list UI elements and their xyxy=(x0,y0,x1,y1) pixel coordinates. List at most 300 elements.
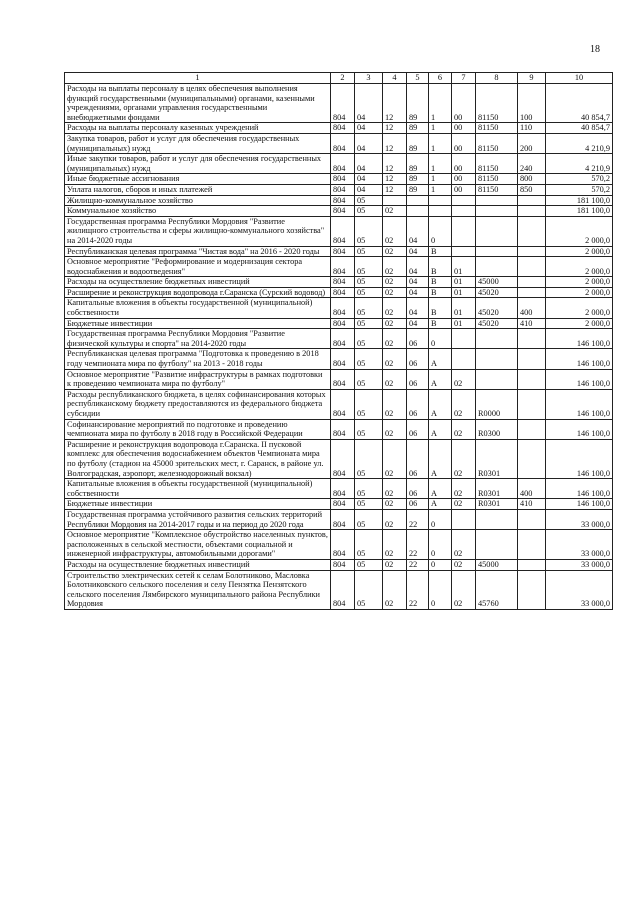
table-row xyxy=(65,277,613,288)
table-row xyxy=(65,530,613,560)
grbs-code: 804 xyxy=(331,84,355,123)
column-header: 6 xyxy=(429,73,452,84)
direction-code: 81150 xyxy=(476,174,518,185)
measure-code: 01 xyxy=(452,287,476,298)
program-code: 06 xyxy=(407,329,429,349)
table-row xyxy=(65,246,613,257)
subprogram-code: 0 xyxy=(429,509,452,529)
measure-code: 01 xyxy=(452,277,476,288)
direction-code: 45020 xyxy=(476,298,518,318)
table-row xyxy=(65,174,613,185)
row-name: Капитальные вложения в объекты государственной (муниципальной) собственности xyxy=(65,479,331,499)
subsection-code: 12 xyxy=(383,174,407,185)
measure-code: 00 xyxy=(452,123,476,134)
grbs-code: 804 xyxy=(331,559,355,570)
subsection-code: 12 xyxy=(383,154,407,174)
row-name: Расходы на выплаты персоналу в целях обеспечения выполнения функций государственными (муниципальными) органами, казенными учреждениями, органами управления государственными внебюджетными фондами xyxy=(65,84,331,123)
row-amount: 570,2 xyxy=(546,184,613,195)
direction-code: R0301 xyxy=(476,479,518,499)
program-code: 22 xyxy=(407,559,429,570)
measure-code xyxy=(452,246,476,257)
subprogram-code: 0 xyxy=(429,216,452,246)
row-name: Иные бюджетные ассигнования xyxy=(65,174,331,185)
row-amount: 2 000,0 xyxy=(546,216,613,246)
row-name: Расширение и реконструкция водопровода г.Саранска (Сурский водовод) xyxy=(65,287,331,298)
row-amount: 146 100,0 xyxy=(546,389,613,419)
expense-type-code xyxy=(518,570,546,609)
measure-code: 02 xyxy=(452,479,476,499)
measure-code: 02 xyxy=(452,530,476,560)
row-name: Расходы на выплаты персоналу казенных учреждений xyxy=(65,123,331,134)
direction-code: 45020 xyxy=(476,318,518,329)
row-amount: 2 000,0 xyxy=(546,257,613,277)
subprogram-code: 0 xyxy=(429,570,452,609)
expense-type-code xyxy=(518,246,546,257)
subsection-code: 02 xyxy=(383,318,407,329)
direction-code: 45760 xyxy=(476,570,518,609)
grbs-code: 804 xyxy=(331,216,355,246)
column-header: 7 xyxy=(452,73,476,84)
subsection-code: 02 xyxy=(383,277,407,288)
grbs-code: 804 xyxy=(331,287,355,298)
subsection-code: 02 xyxy=(383,419,407,439)
table-row xyxy=(65,133,613,153)
measure-code: 02 xyxy=(452,419,476,439)
expense-type-code xyxy=(518,530,546,560)
program-code: 04 xyxy=(407,318,429,329)
row-name: Основное мероприятие "Комплексное обустройство населенных пунктов, расположенных в сельской местности, объектами социальной и инженерной инфраструктуры, автомобильными дорогами" xyxy=(65,530,331,560)
direction-code: 45000 xyxy=(476,559,518,570)
column-header: 4 xyxy=(383,73,407,84)
subprogram-code: А xyxy=(429,499,452,510)
program-code xyxy=(407,195,429,206)
measure-code: 01 xyxy=(452,318,476,329)
expense-type-code: 110 xyxy=(518,123,546,134)
table-row xyxy=(65,329,613,349)
row-name: Бюджетные инвестиции xyxy=(65,499,331,510)
direction-code xyxy=(476,195,518,206)
subsection-code: 02 xyxy=(383,216,407,246)
program-code: 06 xyxy=(407,349,429,369)
subprogram-code: В xyxy=(429,277,452,288)
measure-code: 00 xyxy=(452,174,476,185)
subprogram-code: В xyxy=(429,318,452,329)
row-name: Республиканская целевая программа "Чистая вода" на 2016 - 2020 годы xyxy=(65,246,331,257)
subprogram-code: 0 xyxy=(429,329,452,349)
subprogram-code: 1 xyxy=(429,174,452,185)
subprogram-code: 1 xyxy=(429,133,452,153)
measure-code xyxy=(452,195,476,206)
row-name: Бюджетные инвестиции xyxy=(65,318,331,329)
expense-type-code xyxy=(518,419,546,439)
subprogram-code: 0 xyxy=(429,530,452,560)
grbs-code: 804 xyxy=(331,257,355,277)
program-code: 06 xyxy=(407,479,429,499)
row-name: Коммунальное хозяйство xyxy=(65,206,331,217)
row-amount: 146 100,0 xyxy=(546,369,613,389)
section-code: 04 xyxy=(355,133,383,153)
direction-code: R0301 xyxy=(476,439,518,478)
measure-code: 01 xyxy=(452,257,476,277)
table-row xyxy=(65,154,613,174)
subsection-code: 02 xyxy=(383,499,407,510)
expense-type-code xyxy=(518,389,546,419)
program-code: 06 xyxy=(407,369,429,389)
measure-code: 02 xyxy=(452,570,476,609)
table-row xyxy=(65,349,613,369)
subprogram-code: 1 xyxy=(429,84,452,123)
measure-code: 00 xyxy=(452,154,476,174)
row-amount: 146 100,0 xyxy=(546,419,613,439)
program-code: 89 xyxy=(407,123,429,134)
table-row xyxy=(65,216,613,246)
column-header: 2 xyxy=(331,73,355,84)
direction-code xyxy=(476,246,518,257)
subprogram-code: В xyxy=(429,246,452,257)
direction-code xyxy=(476,216,518,246)
table-row xyxy=(65,84,613,123)
grbs-code: 804 xyxy=(331,184,355,195)
measure-code: 02 xyxy=(452,369,476,389)
expense-type-code xyxy=(518,329,546,349)
program-code: 04 xyxy=(407,277,429,288)
direction-code: 81150 xyxy=(476,154,518,174)
subsection-code: 02 xyxy=(383,246,407,257)
expense-type-code: 410 xyxy=(518,499,546,510)
row-amount: 2 000,0 xyxy=(546,246,613,257)
expense-type-code xyxy=(518,277,546,288)
table-row xyxy=(65,389,613,419)
program-code: 04 xyxy=(407,298,429,318)
column-header: 3 xyxy=(355,73,383,84)
expense-type-code xyxy=(518,509,546,529)
grbs-code: 804 xyxy=(331,154,355,174)
section-code: 05 xyxy=(355,329,383,349)
expense-type-code: 240 xyxy=(518,154,546,174)
row-amount: 570,2 xyxy=(546,174,613,185)
direction-code xyxy=(476,329,518,349)
direction-code: 81150 xyxy=(476,84,518,123)
row-amount: 2 000,0 xyxy=(546,277,613,288)
row-amount: 181 100,0 xyxy=(546,195,613,206)
grbs-code: 804 xyxy=(331,479,355,499)
section-code: 05 xyxy=(355,559,383,570)
measure-code: 02 xyxy=(452,499,476,510)
subsection-code: 12 xyxy=(383,84,407,123)
direction-code: R0000 xyxy=(476,389,518,419)
measure-code: 00 xyxy=(452,84,476,123)
subprogram-code: А xyxy=(429,419,452,439)
grbs-code: 804 xyxy=(331,530,355,560)
measure-code: 00 xyxy=(452,133,476,153)
section-code: 05 xyxy=(355,349,383,369)
program-code: 04 xyxy=(407,257,429,277)
table-row xyxy=(65,257,613,277)
program-code: 04 xyxy=(407,287,429,298)
subsection-code: 12 xyxy=(383,133,407,153)
table-row xyxy=(65,123,613,134)
section-code: 05 xyxy=(355,257,383,277)
grbs-code: 804 xyxy=(331,499,355,510)
row-name: Уплата налогов, сборов и иных платежей xyxy=(65,184,331,195)
direction-code: 45000 xyxy=(476,277,518,288)
program-code: 89 xyxy=(407,154,429,174)
measure-code: 00 xyxy=(452,184,476,195)
row-amount: 40 854,7 xyxy=(546,123,613,134)
measure-code: 01 xyxy=(452,298,476,318)
measure-code xyxy=(452,206,476,217)
subprogram-code: А xyxy=(429,439,452,478)
row-name: Государственная программа Республики Мордовия "Развитие жилищного строительства и сферы жилищно-коммунального хозяйства" на 2014-2020 годы xyxy=(65,216,331,246)
program-code: 89 xyxy=(407,184,429,195)
direction-code: 81150 xyxy=(476,133,518,153)
grbs-code: 804 xyxy=(331,277,355,288)
grbs-code: 804 xyxy=(331,349,355,369)
table-row xyxy=(65,419,613,439)
section-code: 05 xyxy=(355,570,383,609)
grbs-code: 804 xyxy=(331,174,355,185)
subsection-code: 02 xyxy=(383,257,407,277)
row-amount: 2 000,0 xyxy=(546,287,613,298)
table-row xyxy=(65,570,613,609)
expense-type-code xyxy=(518,287,546,298)
expense-type-code xyxy=(518,195,546,206)
program-code: 22 xyxy=(407,570,429,609)
expense-type-code: 400 xyxy=(518,298,546,318)
subprogram-code: 1 xyxy=(429,184,452,195)
page-number: 18 xyxy=(590,44,600,55)
subsection-code: 02 xyxy=(383,559,407,570)
program-code: 06 xyxy=(407,439,429,478)
measure-code xyxy=(452,349,476,369)
table-row xyxy=(65,184,613,195)
section-code: 05 xyxy=(355,216,383,246)
section-code: 05 xyxy=(355,509,383,529)
grbs-code: 804 xyxy=(331,246,355,257)
section-code: 04 xyxy=(355,184,383,195)
column-header: 5 xyxy=(407,73,429,84)
measure-code: 02 xyxy=(452,389,476,419)
row-name: Основное мероприятие "Развитие инфраструктуры в рамках подготовки к проведению чемпионата мира по футболу" xyxy=(65,369,331,389)
grbs-code: 804 xyxy=(331,318,355,329)
row-name: Расширение и реконструкция водопровода г.Саранска. II пусковой комплекс для обеспечения водоснабжением объектов Чемпионата мира по футболу (стадион на 45000 зрительских мест, г. Саранск, в районе ул. Волгоградская, аэропорт, железнодорожный вокзал) xyxy=(65,439,331,478)
table-row xyxy=(65,439,613,478)
program-code: 89 xyxy=(407,84,429,123)
section-code: 05 xyxy=(355,419,383,439)
subprogram-code: В xyxy=(429,298,452,318)
subsection-code: 02 xyxy=(383,389,407,419)
program-code: 89 xyxy=(407,174,429,185)
column-header: 8 xyxy=(476,73,518,84)
program-code xyxy=(407,206,429,217)
subsection-code: 02 xyxy=(383,530,407,560)
grbs-code: 804 xyxy=(331,369,355,389)
row-amount: 146 100,0 xyxy=(546,479,613,499)
table-row xyxy=(65,479,613,499)
row-amount: 181 100,0 xyxy=(546,206,613,217)
row-amount: 40 854,7 xyxy=(546,84,613,123)
direction-code: R0300 xyxy=(476,419,518,439)
expense-type-code: 800 xyxy=(518,174,546,185)
direction-code xyxy=(476,509,518,529)
row-amount: 33 000,0 xyxy=(546,509,613,529)
subprogram-code: А xyxy=(429,389,452,419)
grbs-code: 804 xyxy=(331,389,355,419)
section-code: 04 xyxy=(355,84,383,123)
direction-code: R0301 xyxy=(476,499,518,510)
section-code: 05 xyxy=(355,389,383,419)
program-code: 22 xyxy=(407,530,429,560)
table-row xyxy=(65,559,613,570)
subsection-code: 02 xyxy=(383,206,407,217)
expense-type-code: 200 xyxy=(518,133,546,153)
direction-code xyxy=(476,369,518,389)
direction-code: 81150 xyxy=(476,123,518,134)
row-amount: 4 210,9 xyxy=(546,133,613,153)
column-header: 1 xyxy=(65,73,331,84)
row-name: Закупка товаров, работ и услуг для обеспечения государственных (муниципальных) нужд xyxy=(65,133,331,153)
subsection-code: 02 xyxy=(383,287,407,298)
subsection-code: 02 xyxy=(383,349,407,369)
row-amount: 33 000,0 xyxy=(546,570,613,609)
subsection-code: 12 xyxy=(383,184,407,195)
section-code: 05 xyxy=(355,246,383,257)
subsection-code xyxy=(383,195,407,206)
subprogram-code: 1 xyxy=(429,123,452,134)
subprogram-code: А xyxy=(429,349,452,369)
section-code: 05 xyxy=(355,298,383,318)
row-amount: 2 000,0 xyxy=(546,318,613,329)
expense-type-code: 410 xyxy=(518,318,546,329)
row-name: Капитальные вложения в объекты государственной (муниципальной) собственности xyxy=(65,298,331,318)
row-name: Государственная программа Республики Мордовия "Развитие физической культуры и спорта" на 2014-2020 годы xyxy=(65,329,331,349)
row-amount: 4 210,9 xyxy=(546,154,613,174)
subprogram-code: А xyxy=(429,369,452,389)
subprogram-code: 0 xyxy=(429,559,452,570)
subsection-code: 02 xyxy=(383,479,407,499)
section-code: 05 xyxy=(355,287,383,298)
subsection-code: 12 xyxy=(383,123,407,134)
subsection-code: 02 xyxy=(383,369,407,389)
row-name: Государственная программа устойчивого развития сельских территорий Республики Мордовия на 2014-2017 годы и на период до 2020 года xyxy=(65,509,331,529)
measure-code xyxy=(452,329,476,349)
column-header: 10 xyxy=(546,73,613,84)
grbs-code: 804 xyxy=(331,509,355,529)
expense-type-code xyxy=(518,369,546,389)
section-code: 04 xyxy=(355,123,383,134)
section-code: 04 xyxy=(355,154,383,174)
expense-type-code: 100 xyxy=(518,84,546,123)
table-row xyxy=(65,369,613,389)
expense-type-code: 850 xyxy=(518,184,546,195)
program-code: 89 xyxy=(407,133,429,153)
section-code: 04 xyxy=(355,174,383,185)
subsection-code: 02 xyxy=(383,329,407,349)
row-name: Строительство электрических сетей к селам Болотниково, Масловка Болотниковского сельского поселения и селу Пензятка Пензятского сельского поселения Лямбирского муниципального района Республики Мордовия xyxy=(65,570,331,609)
section-code: 05 xyxy=(355,530,383,560)
header-row xyxy=(65,73,613,84)
program-code: 22 xyxy=(407,509,429,529)
expense-type-code xyxy=(518,439,546,478)
expense-type-code xyxy=(518,206,546,217)
subsection-code: 02 xyxy=(383,439,407,478)
expense-type-code xyxy=(518,349,546,369)
row-name: Жилищно-коммунальное хозяйство xyxy=(65,195,331,206)
section-code: 05 xyxy=(355,369,383,389)
row-name: Республиканская целевая программа "Подготовка к проведению в 2018 году чемпионата мира по футболу" на 2013 - 2018 годы xyxy=(65,349,331,369)
section-code: 05 xyxy=(355,479,383,499)
direction-code xyxy=(476,257,518,277)
row-amount: 2 000,0 xyxy=(546,298,613,318)
expense-type-code: 400 xyxy=(518,479,546,499)
grbs-code: 804 xyxy=(331,298,355,318)
direction-code: 45020 xyxy=(476,287,518,298)
row-amount: 33 000,0 xyxy=(546,530,613,560)
grbs-code: 804 xyxy=(331,123,355,134)
program-code: 06 xyxy=(407,389,429,419)
grbs-code: 804 xyxy=(331,570,355,609)
grbs-code: 804 xyxy=(331,419,355,439)
measure-code xyxy=(452,509,476,529)
section-code: 05 xyxy=(355,318,383,329)
row-name: Иные закупки товаров, работ и услуг для обеспечения государственных (муниципальных) нужд xyxy=(65,154,331,174)
expense-type-code xyxy=(518,257,546,277)
subsection-code: 02 xyxy=(383,570,407,609)
subprogram-code xyxy=(429,195,452,206)
expense-type-code xyxy=(518,216,546,246)
section-code: 05 xyxy=(355,277,383,288)
row-name: Софинансирование мероприятий по подготовке и проведению чемпионата мира по футболу в 2018 году в Российской Федерации xyxy=(65,419,331,439)
program-code: 06 xyxy=(407,499,429,510)
table-row xyxy=(65,195,613,206)
table-row xyxy=(65,298,613,318)
grbs-code: 804 xyxy=(331,195,355,206)
table-row xyxy=(65,318,613,329)
section-code: 05 xyxy=(355,499,383,510)
section-code: 05 xyxy=(355,439,383,478)
grbs-code: 804 xyxy=(331,133,355,153)
section-code: 05 xyxy=(355,195,383,206)
measure-code: 02 xyxy=(452,439,476,478)
section-code: 05 xyxy=(355,206,383,217)
row-name: Основное мероприятие "Реформирование и модернизация сектора водоснабжения и водоотведения" xyxy=(65,257,331,277)
grbs-code: 804 xyxy=(331,206,355,217)
direction-code xyxy=(476,530,518,560)
row-amount: 146 100,0 xyxy=(546,439,613,478)
table-body xyxy=(65,84,613,610)
table-row xyxy=(65,287,613,298)
program-code: 04 xyxy=(407,246,429,257)
program-code: 06 xyxy=(407,419,429,439)
table-row xyxy=(65,499,613,510)
subsection-code: 02 xyxy=(383,298,407,318)
row-amount: 33 000,0 xyxy=(546,559,613,570)
subprogram-code: В xyxy=(429,257,452,277)
measure-code: 02 xyxy=(452,559,476,570)
measure-code xyxy=(452,216,476,246)
subprogram-code: В xyxy=(429,287,452,298)
direction-code xyxy=(476,206,518,217)
table-row xyxy=(65,206,613,217)
program-code: 04 xyxy=(407,216,429,246)
subprogram-code: А xyxy=(429,479,452,499)
row-name: Расходы на осуществление бюджетных инвестиций xyxy=(65,277,331,288)
grbs-code: 804 xyxy=(331,439,355,478)
direction-code xyxy=(476,349,518,369)
column-header: 9 xyxy=(518,73,546,84)
budget-table xyxy=(64,72,613,610)
row-name: Расходы на осуществление бюджетных инвестиций xyxy=(65,559,331,570)
